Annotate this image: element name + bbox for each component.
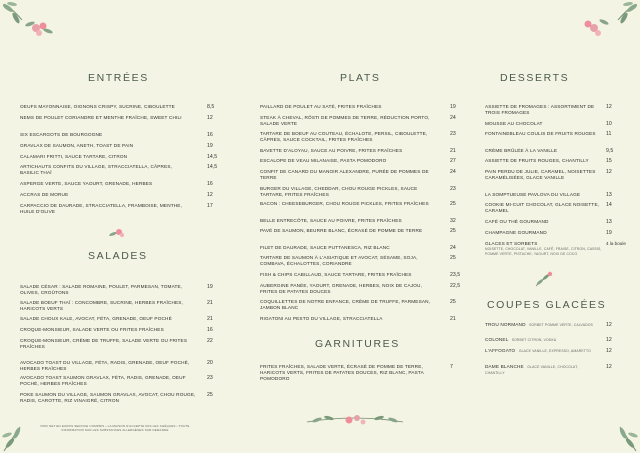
menu-item [260,299,440,311]
menu-item-name: COLONEL [485,337,509,342]
menu-item-name: PAIN PERDU DE JULIE, CARAMEL, NOISETTES CARAMÉLISÉES, GLACE VANILLE [485,169,596,181]
menu-item-name: OEUFS MAYONNAISE, OIGNONS CRISPY, SUCRINE, CIBOULETTE [20,104,175,109]
menu-item-name: COOKIE MI-CUIT CHOCOLAT, GLACE NOISETTE, CARAMEL [485,202,600,214]
menu-item-name: BACON : CHEESEBURGER, CHOU ROUGE PICKLES, FRITES FRAÎCHES [260,201,429,206]
menu-item-price: 23 [450,131,456,137]
menu-item-price: 8,5 [207,104,215,110]
menu-item [260,364,440,383]
menu-item-name: GRAVLAX DE SAUMON, ANETH, TOAST DE PAIN [20,143,134,148]
section-title-desserts: DESSERTS [500,72,570,84]
menu-item-name: ACCRAS DE MORUE [20,192,69,197]
menu-item [20,284,192,296]
menu-item-price: 12 [606,322,612,328]
menu-item-name: BAVETTE D'ALOYAU, SAUCE AU POIVRE, FRITES FRAÎCHES [260,148,403,153]
menu-item-price: 14 [606,202,612,208]
flower-corner-top-left-icon [0,0,64,40]
flower-sprig-icon [532,270,556,288]
menu-item-price: 25 [450,299,456,305]
menu-item [20,300,192,312]
menu-item-name: ARTICHAUTS CONFITS DU VILLAGE, STRACCIATELLA, CÂPRES, BASILIC THAÏ [20,164,173,176]
menu-item-price: 12 [606,364,612,370]
menu-item-name: NEMS DE POULET CORIANDRE ET MENTHE FRAÎCHE, SWEET CHILI [20,115,182,120]
menu-item [260,272,440,278]
menu-item-name: SALADE CÉSAR : SALADE ROMAINE, POULET, PARMESAN, TOMATE, OLIVES, CROÛTONS [20,284,183,296]
leaf-corner-bottom-right-icon [600,413,640,453]
menu-item-price: 13 [606,219,612,225]
menu-item-name: FISH & CHIPS CABILLAUD, SAUCE TARTARE, FRITES FRAÎCHES [260,272,412,277]
menu-item [260,255,440,267]
menu-item-price: 14,5 [207,164,218,170]
leaf-corner-bottom-left-icon [0,413,40,453]
menu-item-name: CHAMPAGNE GOURMAND [485,230,547,235]
menu-item-price: 24 [450,115,456,121]
menu-item-price: 11 [606,131,612,137]
menu-item-price: 15 [606,158,612,164]
menu-item-name: CROQUE-MONSIEUR, SALADE VERTE OU FRITES FRAÎCHES [20,327,164,332]
menu-item-name: LA SOMPTUEUSE PAVLOVA DU VILLAGE [485,192,581,197]
menu-item-name: CONFIT DE CANARD DU MANOIR ALEXANDRE, PURÉE DE POMMES DE TERRE [260,169,429,181]
menu-item [20,181,192,187]
footer-note: PRIX NET EN EUROS SERVICE COMPRIS • LA MAISON N'ACCEPTE PAS LES CHÈQUES • TOUTE INFORMATION SUR LES SUBSTANCES ALLERGÈNES SUR DEMANDE [40,424,190,432]
section-title-entrees: ENTRÉES [88,72,149,84]
section-title-plats: PLATS [340,72,381,84]
menu-item-name: COQUILLETTES DE NOTRE ENFANCE, CRÈME DE TRUFFE, PARMESAN, JAMBON BLANC [260,299,431,311]
menu-item [20,164,192,176]
menu-item [485,202,603,214]
menu-item-price: 32 [450,218,456,224]
menu-item [20,192,192,198]
menu-item-price: 21 [450,148,456,154]
menu-item-name: CRÈME BRÛLÉE À LA VANILLE [485,148,558,153]
menu-item-name: DAME BLANCHE [485,364,524,369]
menu-item [485,219,603,225]
menu-item-price: 25 [207,392,213,398]
menu-item [485,337,597,343]
menu-item-price: 10 [606,121,612,127]
menu-item [485,230,603,236]
flower-divider-icon [108,226,128,240]
menu-item-price: 12 [606,337,612,343]
menu-item-name: SALADE CHOUX KALE, AVOCAT, FÉTA, GRENADE, OEUF POCHÉ [20,316,172,321]
menu-item [485,104,603,116]
menu-item-detail: GLACE VANILLE, EXPRESSO, AMARETTO [518,349,591,353]
menu-item [485,169,603,181]
flower-corner-top-right-icon [576,0,640,40]
menu-item-price: 19 [207,284,213,290]
menu-item-name: ESCALOPE DE VEAU MILANAISE, PASTA POMODORO [260,158,387,163]
menu-item-name: CAFÉ OU THÉ GOURMAND [485,219,549,224]
menu-item-price: 17 [207,203,213,209]
menu-item [20,338,192,350]
menu-item-price: 12 [207,115,213,121]
menu-item-price: 22 [207,338,213,344]
menu-item-name: TROU NORMAND [485,322,526,327]
menu-item-name: BURGER DU VILLAGE, CHEDDAR, CHOU ROUGE PICKLES, SAUCE TARTARE, FRITES FRAÎCHES [260,186,418,198]
menu-item-price: 12 [207,192,213,198]
menu-item [20,115,192,121]
menu-item [485,158,603,164]
menu-item-price: 21 [207,300,213,306]
menu-item-price: 21 [207,316,213,322]
menu-item-name: SIX ESCARGOTS DE BOURGOGNE [20,132,103,137]
menu-item-price: 22,5 [450,283,461,289]
menu-item-price: 16 [207,327,213,333]
flower-garland-icon [305,410,405,432]
menu-item-name: AVOCADO TOAST SAUMON GRAVLAX, FÉTA, RADIS, GRENADE, OEUF POCHÉ, HERBES FRAÎCHES [20,375,186,387]
menu-item-price: 9,5 [606,148,614,154]
menu-item [485,148,603,154]
menu-item-price: 21 [450,316,456,322]
section-title-salades: SALADES [88,250,148,262]
menu-item-name: CARPACCIO DE DAURADE, STRACCIATELLA, FRAMBOISE, MENTHE, HUILE D'OLIVE [20,203,183,215]
menu-item [20,316,196,322]
menu-item-name: TARTARE DE BOEUF AU COUTEAU, ÉCHALOTE, PERSIL, CIBOULETTE, CÂPRES, SAUCE COCKTAIL, FRITES FRAÎCHES [260,131,428,143]
menu-item [20,143,192,149]
menu-item-glaces [485,241,603,257]
menu-item-name: AVOCADO TOAST DU VILLAGE, FÉTA, RADIS, GRENADE, OEUF POCHÉ, HERBES FRAÎCHES [20,360,190,372]
menu-item [485,121,603,127]
menu-item-price: 16 [207,132,213,138]
menu-item-name: FONTAINEBLEAU COULIS DE FRUITS ROUGES [485,131,596,136]
menu-item [20,375,192,387]
menu-item [20,360,192,372]
menu-item-name: BELLE ENTRECÔTE, SAUCE AU POIVRE, FRITES FRAÎCHES [260,218,402,223]
menu-item-price: 19 [450,104,456,110]
menu-item [20,104,192,110]
menu-item-name: RIGATONI AU PESTO DU VILLAGE, STRACCIATELLA [260,316,383,321]
menu-item [260,283,440,295]
menu-item-price: 25 [450,201,456,207]
menu-item-price: 12 [606,104,612,110]
menu-item [260,316,440,322]
menu-item [260,131,440,143]
menu-item-detail: GLACE VANILLE, CHOCOLAT, CHANTILLY [485,365,579,376]
menu-item-name: PAVÉ DE SAUMON, BEURRE BLANC, ÉCRASÉ DE POMME DE TERRE [260,228,423,233]
section-title-garnitures: GARNITURES [315,338,400,350]
menu-item [20,203,192,215]
menu-item-name: CALAMARI FRITTI, SAUCE TARTARE, CITRON [20,154,128,159]
menu-item-name: SALADE BOEUF THAÏ : CONCOMBRE, SUCRINE, HERBES FRAÎCHES, HARICOTS VERTS [20,300,184,312]
menu-item-detail: SORBET CITRON, VODKA [511,338,557,342]
menu-item [260,115,440,127]
menu-item [485,322,597,328]
menu-item-detail: SORBET POMME VERTE, CALVADOS [529,323,593,327]
menu-item [260,245,440,251]
menu-item-price: 23 [450,186,456,192]
menu-item-name: AUBERGINE PANÉE, YAOURT, GRENADE, HERBES, NOIX DE CAJOU, FRITES DE PATATES DOUCES [260,283,422,295]
menu-item-price: 13 [606,192,612,198]
menu-item-price: 23 [207,375,213,381]
menu-item-price: 16 [207,181,213,187]
menu-item [260,158,440,164]
menu-item [485,364,597,376]
menu-item-name: CROQUE-MONSIEUR, CRÈME DE TRUFFE, SALADE VERTE OU FRITES FRAÎCHES [20,338,188,350]
menu-item-price: 27 [450,158,456,164]
menu-item-price: 14,5 [207,154,218,160]
menu-item [20,132,192,138]
menu-item-name: MOUSSE AU CHOCOLAT [485,121,543,126]
menu-item-price: 19 [207,143,213,149]
menu-item-price: 24 [450,245,456,251]
menu-item [260,104,440,110]
menu-item [260,228,440,234]
menu-item-detail: NOISETTE, CHOCOLAT, VANILLE, CAFÉ, FRAISE, CITRON, CASSIS, POMME VERTE, PISTACHE, YAOURT, NOIX DE COCO [485,247,602,256]
menu-item-name: ASSIETTE DE FROMAGES : ASSORTIMENT DE TROIS FROMAGES [485,104,595,116]
menu-item-price: 23,5 [450,272,461,278]
menu-item-name: POKE SAUMON DU VILLAGE, SAUMON GRAVLAX, AVOCAT, CHOU ROUGE, RADIS, CAROTTE, RIZ VINAIGRÉ, CITRON [20,392,196,404]
menu-item [260,186,440,198]
menu-item [485,192,603,198]
menu-item-name: STEAK À CHEVAL, RÖSTI DE POMMES DE TERRE, RÉDUCTION PORTO, SALADE VERTE [260,115,430,127]
menu-item-price: 20 [207,360,213,366]
menu-item [260,169,440,181]
menu-item [260,201,440,207]
menu-item [20,327,196,333]
menu-item-price: 25 [450,228,456,234]
menu-item-name: FILET DE DAURADE, SAUCE PUTTANESCA, RIZ BLANC [260,245,390,250]
menu-item-price: 19 [606,230,612,236]
menu-item [20,392,196,404]
menu-item [485,348,597,354]
menu-item [260,148,440,154]
menu-item [20,154,192,160]
menu-item-name: FRITES FRAÎCHES, SALADE VERTE, ÉCRASÉ DE POMME DE TERRE, HARICOTS VERTS, FRITES DE PATATES DOUCES, RIZ BLANC, PASTA POMODORO [260,364,424,382]
section-title-coupes-glacees: COUPES GLACÉES [487,299,607,311]
menu-item-price: 4 la boule [606,241,626,246]
menu-item [485,131,603,137]
menu-item-price: 24 [450,169,456,175]
menu-item-price: 7 [450,364,453,370]
menu-item-price: 25 [450,255,456,261]
menu-item-name: ASSIETTE DE FRUITS ROUGES, CHANTILLY [485,158,589,163]
menu-item-price: 12 [606,169,612,175]
menu-item-name: GLACES ET SORBETS [485,241,538,246]
menu-item-price: 12 [606,348,612,354]
menu-item-name: L'AFFOGATO [485,348,516,353]
menu-item-name: ASPERGE VERTE, SAUCE YAOURT, GRENADE, HERBES [20,181,153,186]
menu-item [260,218,440,224]
menu-item-name: PAILLARD DE POULET AU SATÉ, FRITES FRAÎCHES [260,104,382,109]
menu-item-name: TARTARE DE SAUMON À L'ASIATIQUE ET AVOCAT, SÉSAME, SOJA, COMBAVA, ÉCHALOTTES, CORIANDRE [260,255,418,267]
